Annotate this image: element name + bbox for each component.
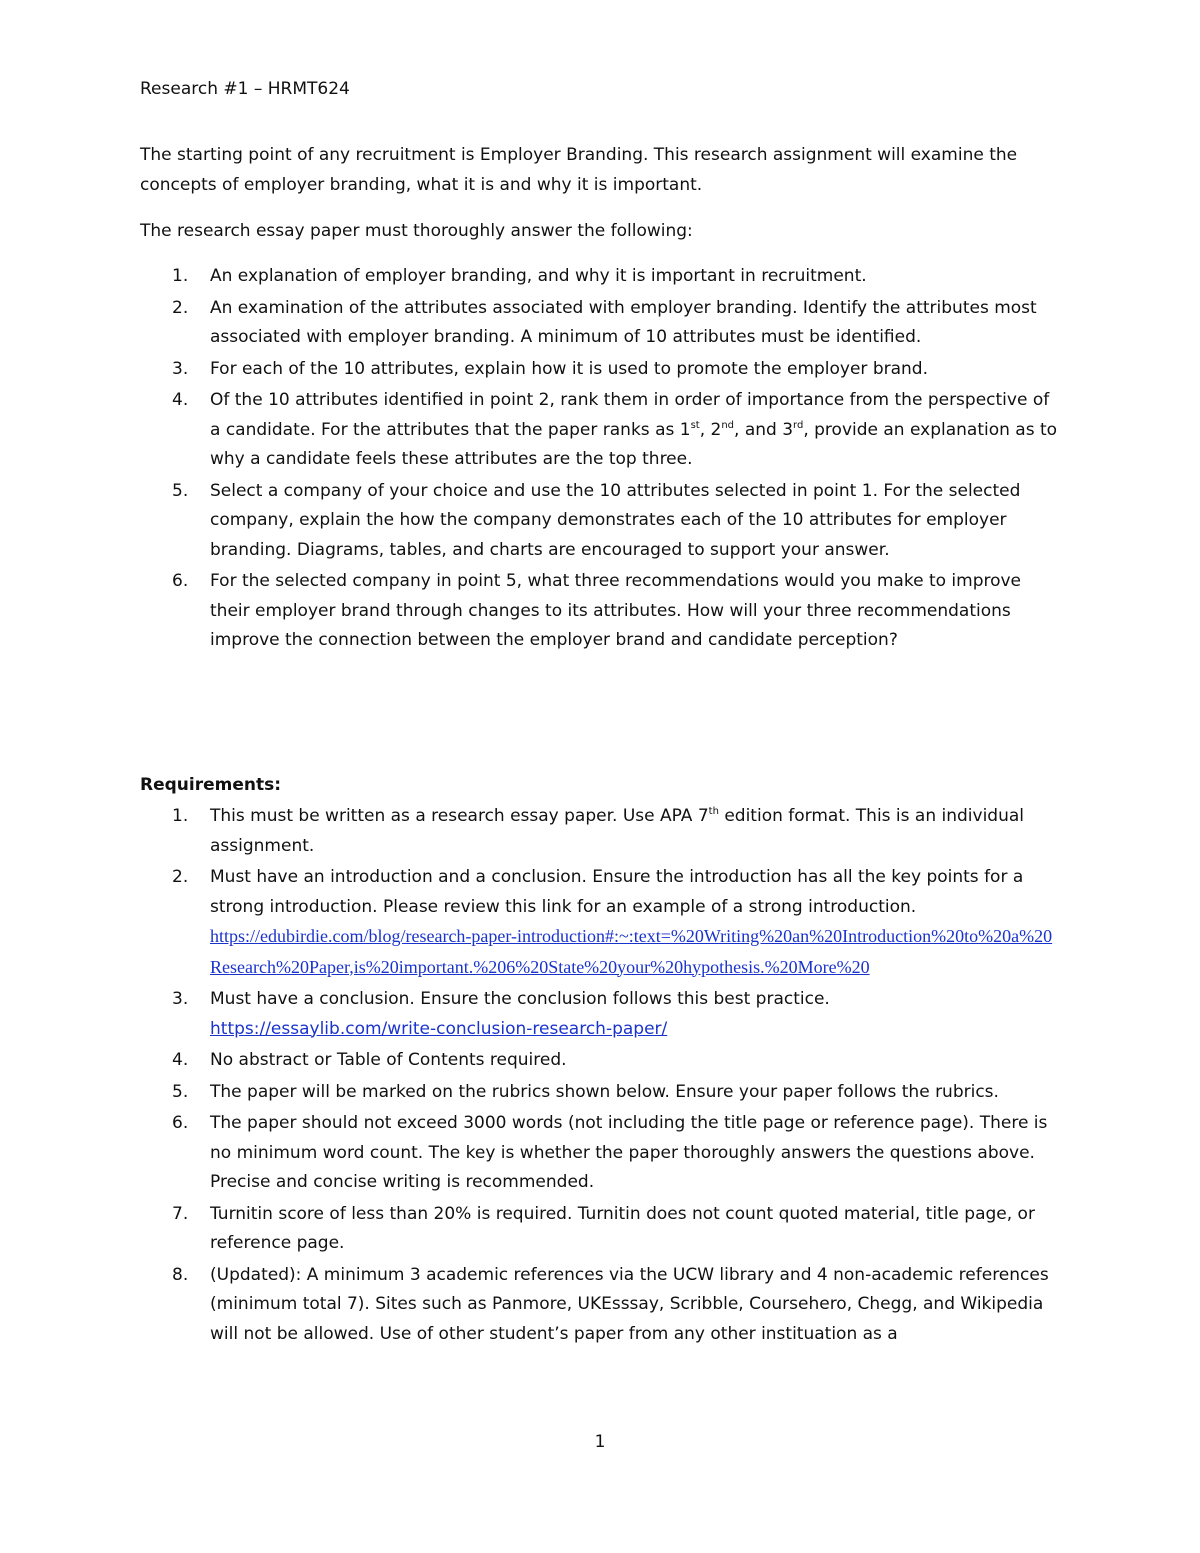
question-text-part: Of the 10 attributes identified in point 2, rank them in order of importance from the perspective of a candidate. For the attributes that the paper ranks as 1: [210, 390, 1050, 440]
requirement-text: Turnitin score of less than 20% is required. Turnitin does not count quoted material, title page, or reference page.: [210, 1203, 1035, 1253]
requirement-item: [140, 1200, 1060, 1259]
intro-text: The starting point of any recruitment is Employer Branding. This research assignment will examine the concepts of employer branding, what it is and why it is important.: [140, 145, 1018, 195]
requirement-item: [140, 802, 1060, 861]
question-text: Select a company of your choice and use the 10 attributes selected in point 1. For the selected company, explain the how the company demonstrates each of the 10 attributes for employer branding. Diagrams, tables, and charts are encouraged to support your answer.: [210, 480, 1021, 560]
question-item: [140, 294, 1060, 353]
requirement-text: No abstract or Table of Contents required.: [210, 1050, 567, 1070]
requirement-number: 7.: [172, 1203, 189, 1224]
question-text-part: , and 3: [734, 419, 794, 440]
questions-list: [140, 262, 1060, 656]
requirement-item: [140, 985, 1060, 1044]
requirement-item: [140, 863, 1060, 983]
intro-paragraph: [140, 141, 1060, 200]
requirement-item: [140, 1078, 1060, 1108]
requirements-section: [140, 802, 1060, 1351]
page-number: 1: [594, 1432, 606, 1452]
question-item: [140, 386, 1060, 475]
lead-text: The research essay paper must thoroughly answer the following:: [140, 221, 693, 241]
question-number: 4.: [172, 390, 189, 410]
question-number: 2.: [172, 297, 189, 318]
question-text-part: , 2: [699, 419, 722, 440]
lead-paragraph: [140, 217, 1060, 247]
question-item: [140, 355, 1060, 385]
superscript: th: [708, 806, 719, 817]
question-number: 5.: [172, 480, 189, 501]
requirement-number: 5.: [172, 1081, 189, 1102]
question-item: [140, 262, 1060, 292]
superscript: rd: [793, 419, 804, 431]
superscript: nd: [721, 419, 735, 431]
requirements-list: [140, 802, 1060, 1349]
requirement-number: 2.: [172, 867, 189, 887]
questions-section: [140, 262, 1060, 658]
requirement-number: 1.: [172, 806, 189, 826]
question-text: An explanation of employer branding, and why it is important in recruitment.: [210, 266, 867, 286]
requirement-item: [140, 1109, 1060, 1198]
document-header: Research #1 – HRMT624: [140, 79, 350, 99]
requirement-text-part: This must be written as a research essay paper. Use APA 7: [210, 806, 709, 826]
question-number: 1.: [172, 266, 189, 286]
requirement-number: 4.: [172, 1050, 189, 1070]
question-number: 6.: [172, 571, 189, 591]
essaylib-link[interactable]: https://essaylib.com/write-conclusion-research-paper/: [210, 1018, 668, 1039]
question-text: For each of the 10 attributes, explain how it is used to promote the employer brand.: [210, 358, 928, 379]
requirements-heading: Requirements:: [140, 775, 282, 795]
requirement-number: 3.: [172, 989, 189, 1009]
question-text: For the selected company in point 5, what three recommendations would you make to improve their employer brand through changes to its attributes. How will your three recommendations improve the connection between the employer brand and candidate perception?: [210, 571, 1022, 650]
requirement-number: 6.: [172, 1113, 189, 1133]
requirement-text: Must have an introduction and a conclusion. Ensure the introduction has all the key points for a strong introduction. Please review this link for an example of a strong introduction.: [210, 867, 1024, 917]
superscript: st: [690, 419, 700, 431]
requirement-item: [140, 1261, 1060, 1350]
question-number: 3.: [172, 358, 189, 379]
question-item: [140, 477, 1060, 566]
requirement-text: The paper should not exceed 3000 words (not including the title page or reference page). There is no minimum word count. The key is whether the paper thoroughly answers the questions above. Precise and concise writing is recommended.: [210, 1113, 1048, 1192]
requirement-text: Must have a conclusion. Ensure the conclusion follows this best practice.: [210, 989, 830, 1009]
question-text: An examination of the attributes associated with employer branding. Identify the attributes most associated with employer branding. A minimum of 10 attributes must be identified.: [210, 297, 1037, 347]
question-text-part: , provide an explanation as to why a candidate feels these attributes are the top three.: [210, 419, 1058, 469]
requirement-number: 8.: [172, 1264, 189, 1285]
requirement-text-part: edition format. This is an individual assignment.: [210, 806, 1025, 856]
edubirdie-link[interactable]: https://edubirdie.com/blog/research-paper-introduction#:~:text=%20Writing%20an%20Introduction%20to%20a%20Research%20Paper,is%20important.%206%20State%20your%20hypothesis.%20More%20: [210, 926, 1053, 977]
requirement-item: [140, 1046, 1060, 1076]
requirement-text: The paper will be marked on the rubrics shown below. Ensure your paper follows the rubrics.: [210, 1081, 999, 1102]
requirement-text: (Updated): A minimum 3 academic references via the UCW library and 4 non-academic references (minimum total 7). Sites such as Panmore, UKEsssay, Scribble, Coursehero, Chegg, and Wikipedia will not be allowed. Use of other student’s paper from any other instituation as a: [210, 1264, 1049, 1344]
question-item: [140, 567, 1060, 656]
